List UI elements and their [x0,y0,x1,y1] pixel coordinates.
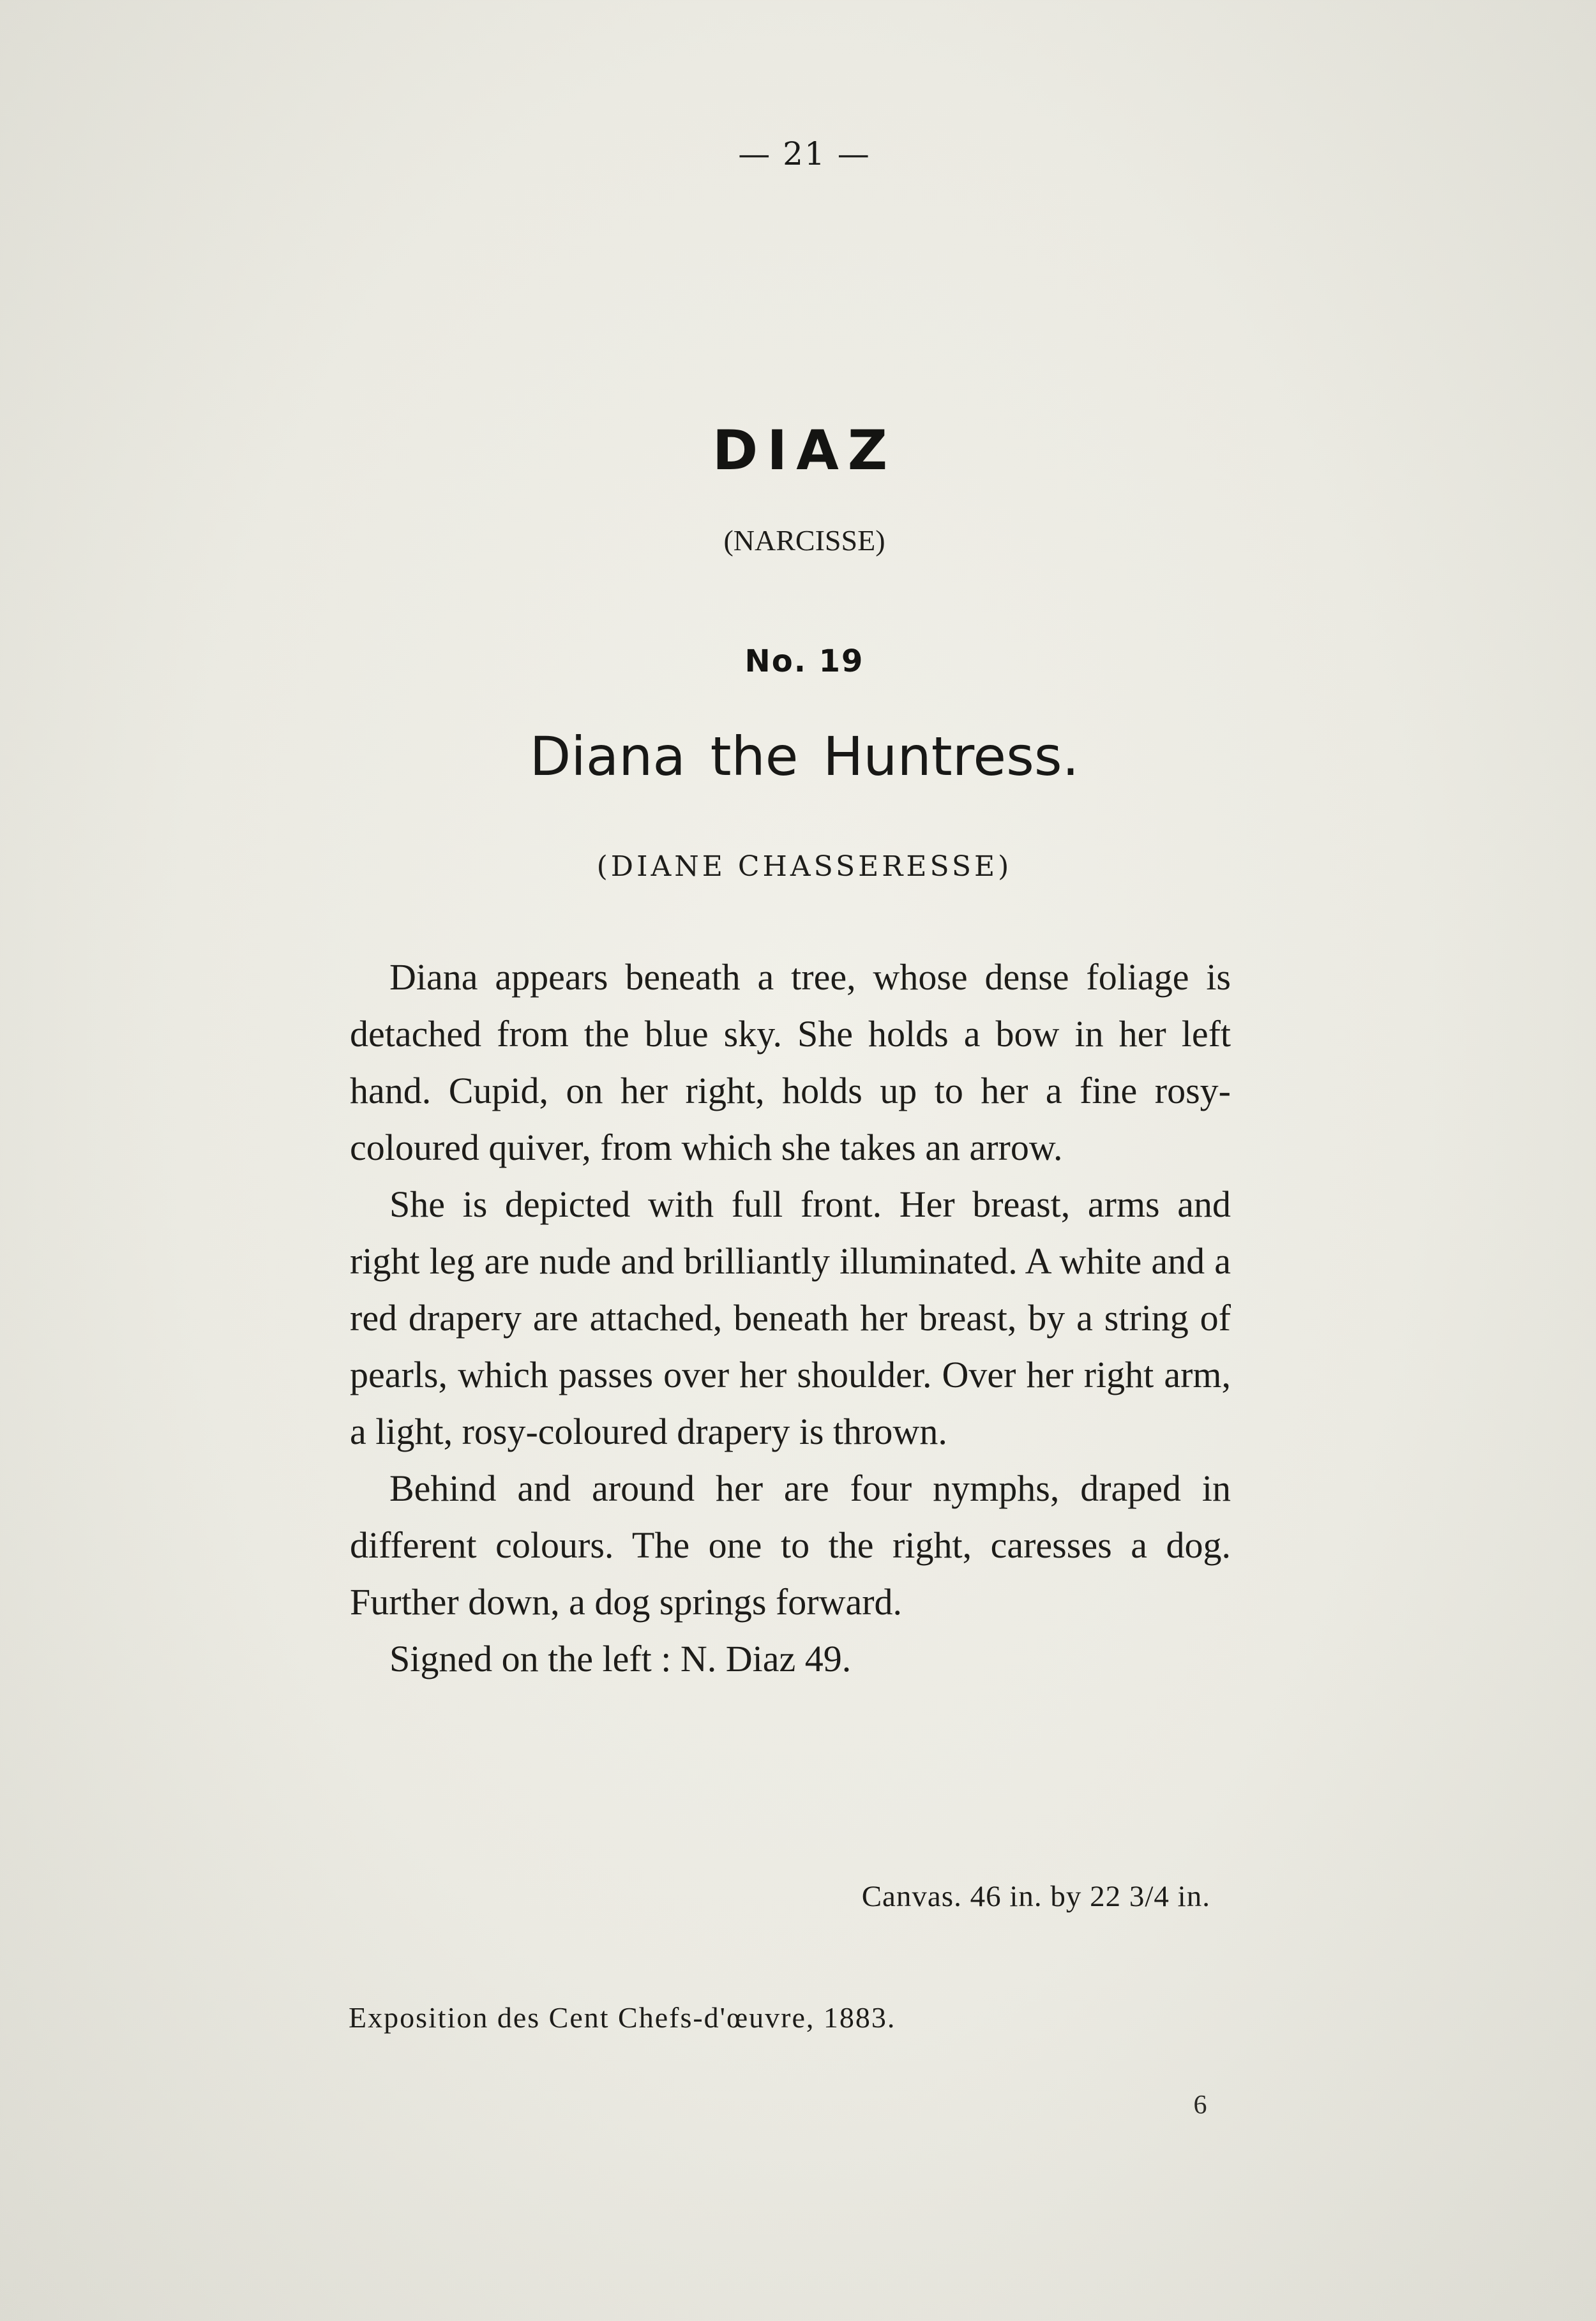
description-paragraph: She is depicted with full front. Her breast, arms and right leg are nude and brilliantly illuminated. A white and a red drapery are attached, beneath her breast, by a string of pearls, which passes over her shoulder. Over her right arm, a light, rosy-coloured drapery is thrown. [350,1183,1231,1452]
artist-first-name: (NARCISSE) [723,524,885,557]
artwork-title: Diana the Huntress. [529,725,1080,788]
description [350,949,1231,1687]
description-paragraph: Behind and around her are four nymphs, draped in different colours. The one to the right, caresses a dog. Further down, a dog springs forward. [350,1468,1231,1623]
description-paragraph: Diana appears beneath a tree, whose dense foliage is detached from the blue sky. She holds a bow in her left hand. Cupid, on her right, holds up to her a fine rosy-coloured quiver, from which she takes an arrow. [350,956,1231,1168]
catalogue-number: No. 19 [744,643,864,679]
canvas-dimensions: Canvas. 46 in. by 22 3/4 in. [861,1880,1210,1913]
page-number: — 21 — [738,135,871,172]
exhibition-note: Exposition des Cent Chefs-d'œuvre, 1883. [349,2001,896,2034]
french-title: (DIANE CHASSERESSE) [596,850,1013,883]
signature-mark: 6 [1193,2091,1207,2120]
artist-name: DIAZ [712,419,897,483]
description-paragraph: Signed on the left : N. Diaz 49. [389,1638,852,1679]
